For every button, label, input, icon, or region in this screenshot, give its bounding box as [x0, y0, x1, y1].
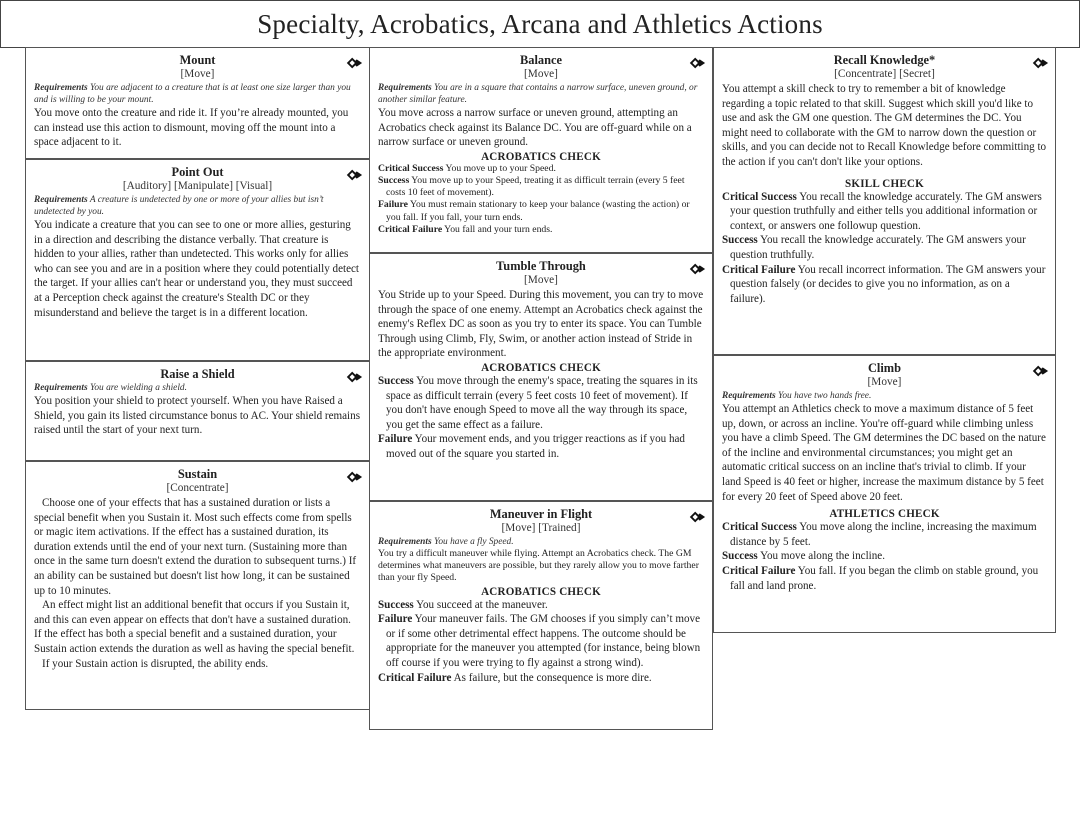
card-point-out — [25, 159, 370, 361]
requirements: Requirements You are wielding a shield. — [34, 383, 187, 393]
requirements: Requirements A creature is undetected by one or more of your allies but isn’t undetected by you. — [34, 195, 324, 217]
critical-success: Critical Success You move up to your Speed. — [378, 162, 556, 174]
success: Success You move through the enemy's space, treating the squares in its space as difficult terrain (every 5 feet costs 10 feet of movement). If you don't have enough Speed to move all the way through its space, you get the same effect as a failure. — [378, 374, 698, 431]
action-traits: [Move] [Trained] — [501, 522, 581, 534]
action-traits: [Move] — [867, 376, 902, 388]
action-traits: [Move] — [524, 274, 558, 286]
action-description: You Stride up to your Speed. During this movement, you can try to move through the space of one enemy. Attempt an Acrobatics check against the enemy's Reflex DC as soon as you try to enter its space. You can Tumble Through using Climb, Fly, Swim, or another action instead of Stride in the appropriate environment. — [378, 289, 704, 360]
failure: Failure Your movement ends, and you trigger reactions as if you had moved out of the square you started in. — [378, 433, 685, 460]
check-heading: SKILL CHECK — [845, 177, 924, 190]
failure: Failure You must remain stationary to keep your balance (wasting the action) or you fall. If you fall, your turn ends. — [378, 199, 690, 223]
check-heading: ATHLETICS CHECK — [829, 508, 940, 521]
card-mount — [25, 47, 370, 159]
success: Success You move up to your Speed, treating it as difficult terrain (every 5 feet costs 10 feet of movement). — [378, 174, 685, 199]
action-traits: [Move] — [180, 68, 215, 80]
single-action-icon — [688, 508, 706, 526]
action-description: You attempt a skill check to try to remember a bit of knowledge regarding a topic related to that skill. Suggest which skill you'd like to use and ask the GM one question. The GM determines the DC. You might need to collaborate with the GM to narrow down the question or skills, and you can decide not to Recall Knowledge before committing to the action if you can't don't like your options. — [722, 83, 1047, 168]
success: Success You recall the knowledge accurately. The GM answers your question truthfully. — [722, 234, 1026, 261]
requirements: Requirements You are in a square that contains a narrow surface, uneven ground, or another similar feature. — [378, 83, 698, 105]
action-name: Sustain — [177, 467, 218, 481]
card-raise-a-shield — [25, 361, 370, 461]
failure: Failure Your maneuver fails. The GM chooses if you simply can’t move or if some other detrimental effect happens. The outcome should be appropriate for the maneuver you attempted (for instance, being blown off course if you were trying to fly against a strong wind). — [378, 613, 701, 669]
card-tumble-through — [369, 253, 713, 501]
critical-success: Critical Success You recall the knowledge accurately. The GM answers your question truthfully and either tells you additional information or context, or answers one followup question. — [722, 190, 1042, 232]
card-balance — [369, 47, 713, 253]
action-name: Balance — [520, 53, 562, 67]
requirements: Requirements You have a fly Speed. — [378, 537, 514, 547]
action-name: Mount — [179, 53, 216, 67]
critical-failure: Critical Failure You recall incorrect information. The GM answers your question falsely (or decides to give you no information, as on a failure). — [722, 263, 1046, 305]
action-name: Tumble Through — [496, 259, 586, 273]
card-sustain — [25, 461, 370, 710]
page-title: Specialty, Acrobatics, Arcana and Athletics Actions — [257, 8, 823, 39]
action-traits: [Concentrate] [Secret] — [834, 68, 935, 80]
check-heading: ACROBATICS CHECK — [481, 361, 601, 374]
action-name: Point Out — [171, 165, 224, 179]
action-description: You indicate a creature that you can see to one or more allies, gesturing in a direction and describing the distance verbally. That creature is hidden to your allies, rather than undetected. This works only for allies who can see you and are in a position where they could potentially detect the target. If your allies can't hear or understand you, they must succeed at a Perception check against the creature's Stealth DC or they misunderstand and believe the target is in a different location. — [34, 219, 360, 319]
critical-failure: Critical Failure You fall. If you began the climb on stable ground, you fall and land prone. — [722, 564, 1039, 592]
single-action-icon — [345, 54, 363, 72]
single-action-icon — [345, 368, 363, 386]
action-description — [34, 496, 361, 671]
card-recall-knowledge — [713, 47, 1056, 355]
action-name: Raise a Shield — [160, 367, 235, 381]
action-traits: [Move] — [524, 68, 558, 80]
single-action-icon — [345, 468, 363, 486]
card-climb — [713, 355, 1056, 633]
requirements: Requirements You have two hands free. — [722, 391, 872, 401]
single-action-icon — [688, 260, 706, 278]
action-name: Recall Knowledge* — [833, 53, 936, 67]
paragraph: An effect might list an additional benefit that occurs if you Sustain it, and this can even appear on effects that don't have a sustained duration. If the effect has both a special benefit and a sustained duration, your Sustain action extends the duration as well as having the special benefit. — [34, 599, 355, 655]
check-heading: ACROBATICS CHECK — [481, 150, 601, 163]
paragraph: Choose one of your effects that has a sustained duration or lists a special benefit when you Sustain it. Most such effects come from spells or magic item activations. If the effect has a sustained duration, its duration extends until the end of your next turn. (Sustaining more than once in the same turn doesn't extend the duration to subsequent turns.) If an ability can be sustained but doesn't list how long, it can be sustained up to 10 minutes. — [34, 497, 357, 597]
action-description: You move onto the creature and ride it. If you’re already mounted, you can instead use this action to dismount, moving off the mount into a space adjacent to it. — [34, 107, 349, 149]
success: Success You succeed at the maneuver. — [378, 598, 548, 611]
page-header — [0, 0, 1080, 48]
action-description: You try a difficult maneuver while flying. Attempt an Acrobatics check. The GM determines what maneuvers are possible, but they rarely allow you to move farther than your fly Speed. — [378, 548, 699, 584]
single-action-icon — [1031, 362, 1049, 380]
check-heading: ACROBATICS CHECK — [481, 585, 601, 598]
requirements: Requirements You are adjacent to a creature that is at least one size larger than you and is willing to be your mount. — [34, 83, 351, 105]
success: Success You move along the incline. — [722, 550, 886, 563]
action-description: You attempt an Athletics check to move a maximum distance of 5 feet up, down, or across an incline. You're off-guard while climbing unless you have a climb Speed. The GM determines the DC based on the nature of the incline and environmental circumstances; you might get an automatic critical success on an incline that's trivial to climb. If your land Speed is 40 feet or higher, increase the maximum distance by 5 feet for every 20 feet of Speed above 20 feet. — [722, 403, 1046, 503]
critical-success: Critical Success You move along the incline, increasing the maximum distance by 5 feet. — [722, 521, 1037, 548]
action-traits: [Concentrate] — [166, 482, 229, 494]
single-action-icon — [1031, 54, 1049, 72]
action-name: Maneuver in Flight — [489, 507, 593, 521]
action-name: Climb — [867, 361, 902, 375]
paragraph: If your Sustain action is disrupted, the ability ends. — [42, 657, 269, 670]
critical-failure: Critical Failure As failure, but the consequence is more dire. — [378, 671, 652, 684]
action-description: You position your shield to protect yourself. When you have Raised a Shield, you gain its listed circumstance bonus to AC. Your shield remains raised until the start of your next turn. — [34, 395, 361, 437]
action-description: You move across a narrow surface or uneven ground, attempting an Acrobatics check against its Balance DC. You are off-guard while on a narrow surface or uneven ground. — [378, 107, 692, 149]
single-action-icon — [688, 54, 706, 72]
single-action-icon — [345, 166, 363, 184]
critical-failure: Critical Failure You fall and your turn ends. — [378, 223, 553, 235]
card-maneuver-in-flight — [369, 501, 713, 730]
action-traits: [Auditory] [Manipulate] [Visual] — [122, 180, 273, 192]
